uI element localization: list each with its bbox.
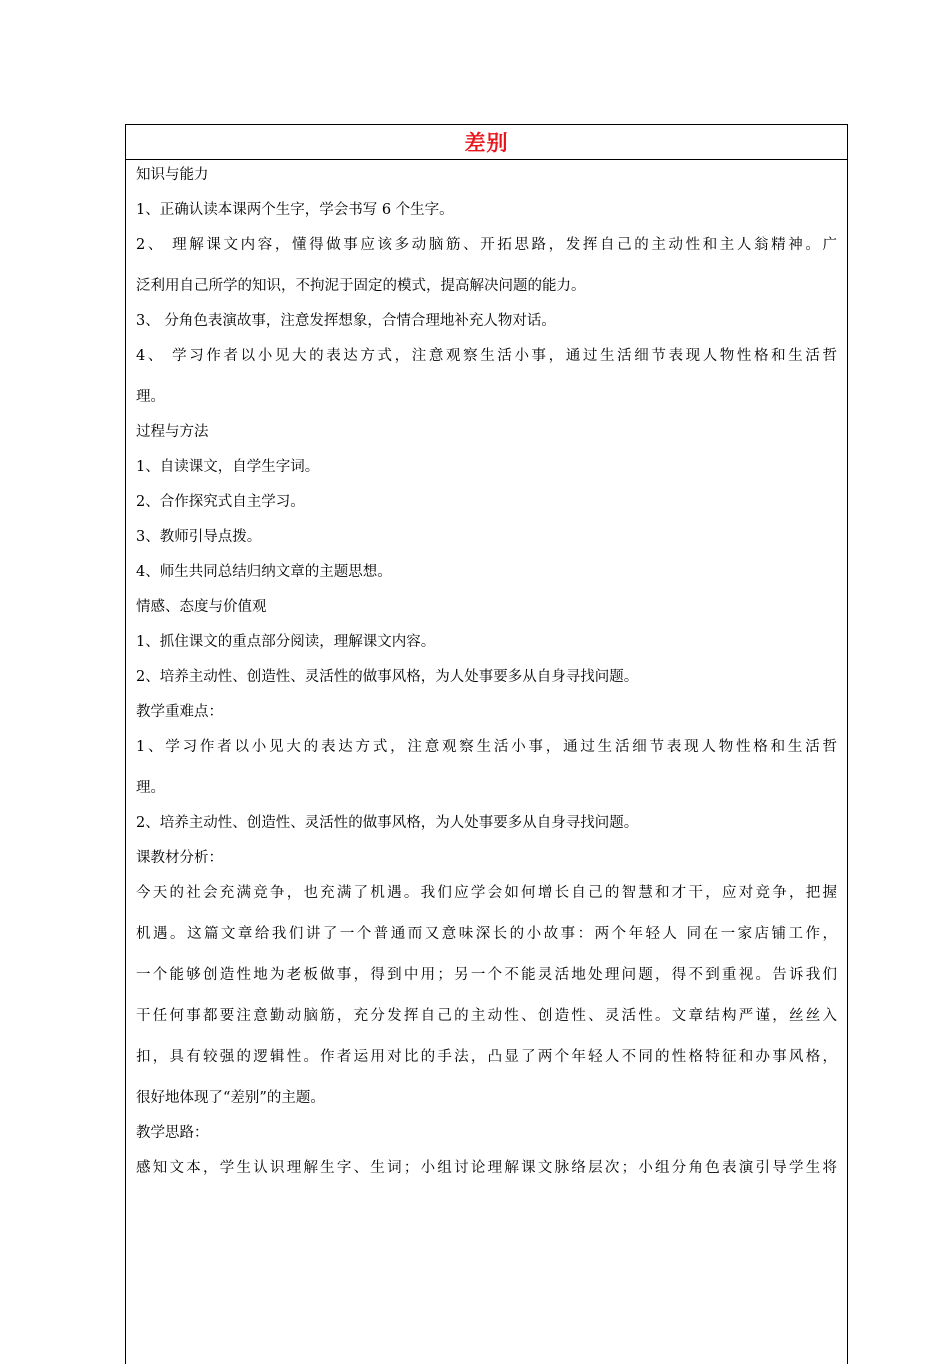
lesson-plan-table	[125, 124, 848, 1364]
text-line: 理。	[136, 780, 165, 796]
document-title: 差别	[464, 131, 509, 155]
section-heading: 教学思路：	[136, 1125, 209, 1141]
text-line: 4、师生共同总结归纳文章的主题思想。	[136, 564, 392, 580]
text-line: 4、 学习作者以小见大的表达方式，注意观察生活小事，通过生活细节表现人物性格和生活哲	[136, 348, 837, 364]
section-heading: 课教材分析：	[136, 850, 223, 866]
text-line: 1、正确认读本课两个生字，学会书写 6 个生字。	[136, 202, 454, 218]
text-line: 3、教师引导点拨。	[136, 529, 262, 545]
text-line: 泛利用自己所学的知识，不拘泥于固定的模式，提高解决问题的能力。	[136, 278, 586, 294]
text-line: 理。	[136, 389, 165, 405]
section-heading: 过程与方法	[136, 424, 209, 440]
text-line: 2、合作探究式自主学习。	[136, 494, 305, 510]
text-line: 3、 分角色表演故事，注意发挥想象，合情合理地补充人物对话。	[136, 313, 556, 329]
content-cell	[126, 166, 847, 1177]
text-line: 一个能够创造性地为老板做事，得到中用；另一个不能灵活地处理问题，得不到重视。告诉我们	[136, 967, 837, 983]
text-line: 机遇。这篇文章给我们讲了一个普通而又意味深长的小故事：两个年轻人 同在一家店铺工作，	[136, 926, 837, 942]
text-line: 2、培养主动性、创造性、灵活性的做事风格，为人处事要多从自身寻找问题。	[136, 815, 639, 831]
text-line: 干任何事都要注意勤动脑筋，充分发挥自己的主动性、创造性、灵活性。文章结构严谨，丝丝入	[136, 1008, 837, 1024]
text-line: 1、学习作者以小见大的表达方式，注意观察生活小事，通过生活细节表现人物性格和生活哲	[136, 739, 837, 755]
text-line: 今天的社会充满竞争，也充满了机遇。我们应学会如何增长自己的智慧和才干，应对竞争，把握	[136, 885, 837, 901]
section-heading: 教学重难点：	[136, 704, 223, 720]
title-row	[126, 125, 847, 160]
text-line: 1、抓住课文的重点部分阅读，理解课文内容。	[136, 634, 436, 650]
text-line: 扣，具有较强的逻辑性。作者运用对比的手法，凸显了两个年轻人不同的性格特征和办事风格，	[136, 1049, 837, 1065]
text-line: 2、培养主动性、创造性、灵活性的做事风格，为人处事要多从自身寻找问题。	[136, 669, 639, 685]
text-line: 2、 理解课文内容，懂得做事应该多动脑筋、开拓思路，发挥自己的主动性和主人翁精神。广	[136, 237, 837, 253]
section-heading: 知识与能力	[136, 167, 209, 183]
text-line: 很好地体现了“差别”的主题。	[136, 1090, 325, 1106]
text-line: 感知文本，学生认识理解生字、生词；小组讨论理解课文脉络层次；小组分角色表演引导学生将	[136, 1160, 837, 1176]
text-line: 1、自读课文，自学生字词。	[136, 459, 320, 475]
section-heading: 情感、态度与价值观	[136, 599, 267, 615]
